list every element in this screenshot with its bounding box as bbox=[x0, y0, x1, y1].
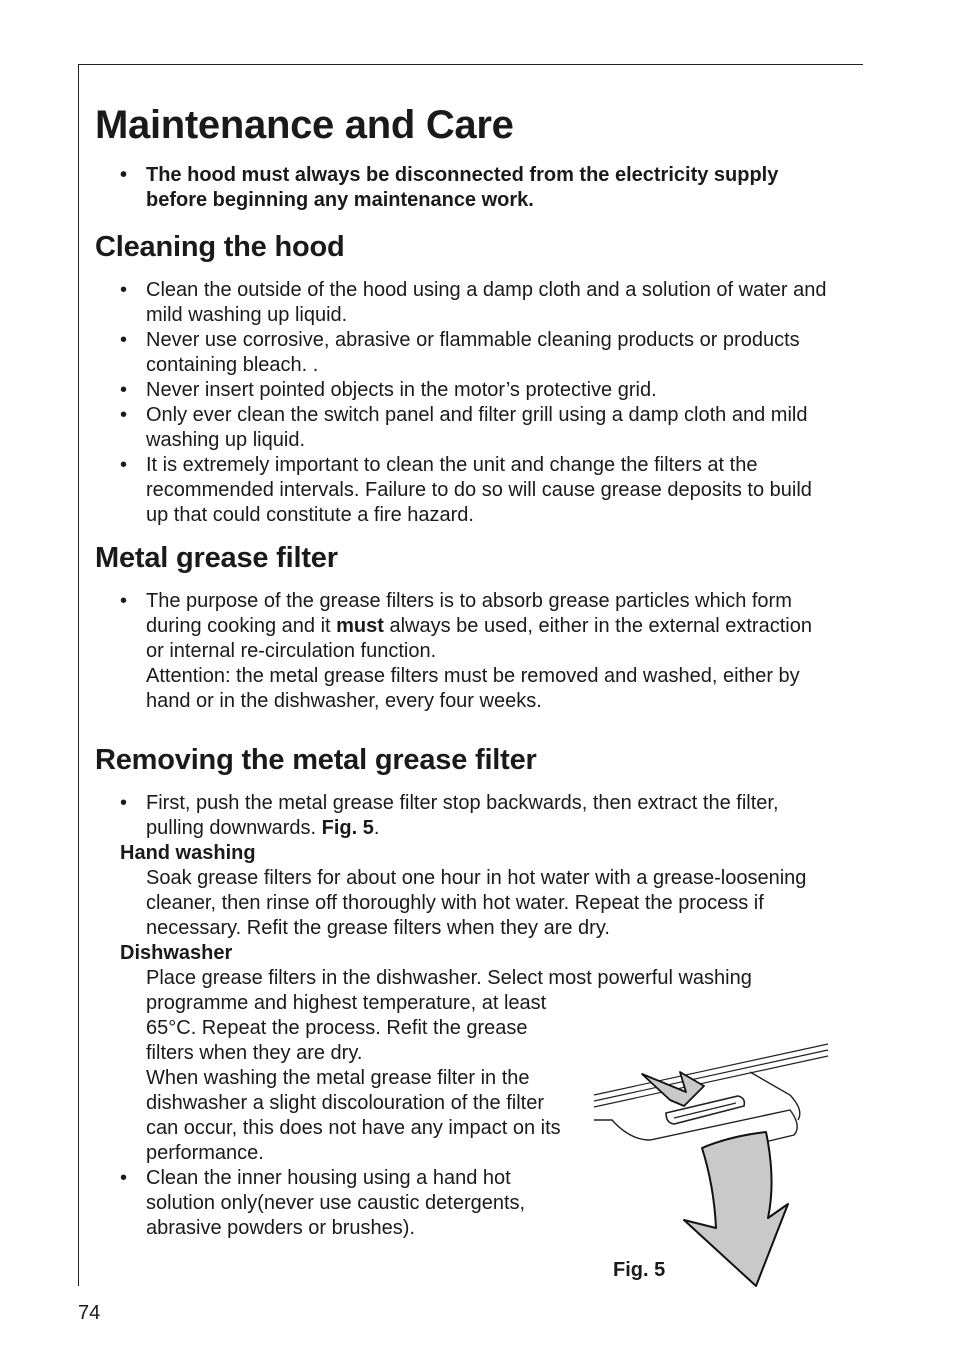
list-item bbox=[120, 791, 835, 841]
purpose-text-a: The purpose of the grease filters is to absorb grease particles which form during cooking and it bbox=[146, 590, 792, 637]
dishwasher-heading: Dishwasher bbox=[120, 942, 233, 964]
cleaning-list bbox=[120, 278, 835, 528]
page-title: Maintenance and Care bbox=[95, 103, 514, 147]
list-item: • Clean the outside of the hood using a damp cloth and a solution of water and mild washing up liquid. bbox=[120, 278, 835, 328]
cleaning-heading: Cleaning the hood bbox=[95, 231, 345, 263]
hand-washing-text: Soak grease filters for about one hour in hot water with a grease-loosening cleaner, then rinse off thoroughly with hot water. Repeat the process if necessary. Refit the grease filters when they are dry. bbox=[146, 867, 807, 939]
purpose-text-b: always be used, either in the external extraction or internal re-circulation function. bbox=[146, 615, 812, 662]
attention-text: Attention: the metal grease filters must be removed and washed, either by hand or in the dishwasher, every four weeks. bbox=[146, 665, 800, 712]
page-number: 74 bbox=[78, 1302, 101, 1324]
inner-housing-list bbox=[120, 1166, 580, 1241]
left-rule bbox=[78, 64, 79, 1286]
purpose-text-bold: must bbox=[336, 615, 384, 637]
warning-list bbox=[120, 163, 835, 213]
metal-filter-list bbox=[120, 589, 835, 714]
dishwasher-text: programme and highest temperature, at least 65°C. Repeat the process. Refit the grease filters when they are dry. bbox=[146, 992, 547, 1064]
dishwasher-text-line1: Place grease filters in the dishwasher. Select most powerful washing bbox=[146, 967, 752, 989]
list-item: • Only ever clean the switch panel and filter grill using a damp cloth and mild washing up liquid. bbox=[120, 403, 835, 453]
metal-filter-heading: Metal grease filter bbox=[95, 542, 338, 574]
removing-list bbox=[120, 791, 835, 841]
removing-text-a: First, push the metal grease filter stop backwards, then extract the filter, pulling downwards. bbox=[146, 792, 779, 839]
hand-washing-heading: Hand washing bbox=[120, 842, 256, 864]
list-item: • Never use corrosive, abrasive or flammable cleaning products or products containing bleach. . bbox=[120, 328, 835, 378]
list-item: • Clean the inner housing using a hand hot solution only(never use caustic detergents, abrasive powders or brushes). bbox=[120, 1166, 580, 1241]
removing-text-b: . bbox=[373, 817, 380, 839]
figure-caption: Fig. 5 bbox=[613, 1259, 666, 1281]
list-item: • Never insert pointed objects in the motor’s protective grid. bbox=[120, 378, 835, 403]
fig-reference: Fig. 5 bbox=[321, 817, 374, 839]
warning-text: • The hood must always be disconnected from the electricity supply before beginning any maintenance work. bbox=[120, 163, 835, 213]
top-rule bbox=[78, 64, 863, 65]
list-item bbox=[120, 589, 835, 714]
removing-heading: Removing the metal grease filter bbox=[95, 744, 537, 776]
list-item: • It is extremely important to clean the unit and change the filters at the recommended intervals. Failure to do so will cause grease deposits to build up that could constitute a fire hazard. bbox=[120, 453, 835, 528]
filter-removal-illustration bbox=[590, 1040, 835, 1290]
dishwasher-note: When washing the metal grease filter in the dishwasher a slight discolouration of the filter can occur, this does not have any impact on its performance. bbox=[146, 1067, 561, 1164]
